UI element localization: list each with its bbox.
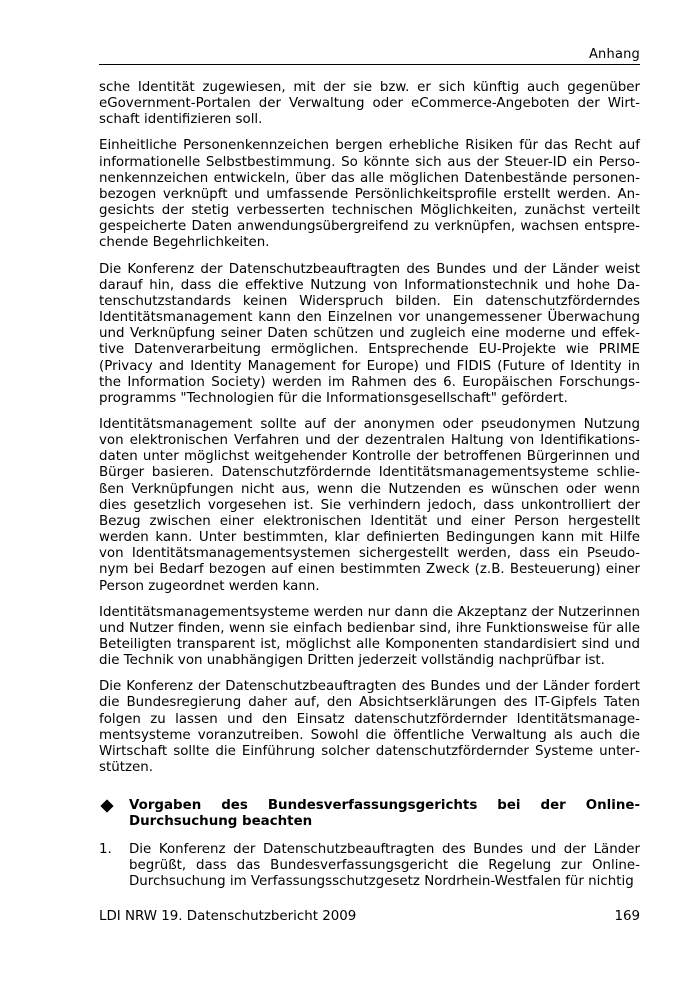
page-body: [99, 80, 640, 890]
running-header-section: Anhang: [588, 47, 640, 62]
paragraph-5: Identitätsmanagementsysteme werden nur dann die Akzeptanz der Nutzerinnen und Nutzer finden, wenn sie einfach bedienbar sind, ihre Funktionsweise für alle Beteiligten transparent ist, möglichst alle Komponenten standardisiert sind und die Technik von unabhängigen Dritten jederzeit vollständig nachprüfbar ist.: [99, 604, 640, 669]
paragraph-4: Identitätsmanagement sollte auf der anonymen oder pseudonymen Nutzung von elektronischen Verfahren und der dezentralen Haltung von Identifikationsdaten unter möglichst weitgehender Kontrolle der betroffenen Bürgerinnen und Bürger basieren. Datenschutzfördernde Identitätsmanagementsysteme schließen Verknüpfungen nicht aus, wenn die Nutzenden es wünschen oder wenn dies gesetzlich vorgesehen ist. Sie verhindern jedoch, dass unkontrolliert der Bezug zwischen einer elektronischen Identität und einer Person hergestellt werden kann. Unter bestimmten, klar definierten Bedingungen kann mit Hilfe von Identitätsmanagementsystemen sichergestellt werden, dass ein Pseudonym bei Bedarf bezogen auf einen bestimmten Zweck (z.B. Besteuerung) einer Person zugeordnet werden kann.: [99, 416, 640, 594]
diamond-bullet-icon: [100, 800, 113, 813]
item-number: 1.: [99, 841, 112, 857]
paragraph-1: sche Identität zugewiesen, mit der sie bzw. er sich künftig auch gegenüber eGovernment-Portalen der Verwaltung oder eCommerce-Angeboten der Wirtschaft identifizieren soll.: [99, 80, 640, 128]
item-text: Die Konferenz der Datenschutzbeauftragten des Bundes und der Länder begrüßt, dass das Bundesverfassungsgericht die Regelung zur Online-Durchsuchung im Verfassungsschutzgesetz Nordrhein-Westfalen für nichtig: [129, 841, 640, 889]
numbered-list-item: [99, 842, 640, 890]
paragraph-6: Die Konferenz der Datenschutzbeauftragten des Bundes und der Länder fordert die Bundesregierung daher auf, den Absichtserklärungen des IT-Gipfels Taten folgen zu lassen und den Einsatz datenschutzfördernder Identitätsmanagementsysteme voranzutreiben. Sowohl die öffentliche Verwaltung als auch die Wirtschaft sollte die Einführung solcher datenschutzfördernder Systeme unterstützen.: [99, 679, 640, 776]
paragraph-3: Die Konferenz der Datenschutzbeauftragten des Bundes und der Länder weist darauf hin, dass die effektive Nutzung von Informationstechnik und hohe Datenschutzstandards keinen Widerspruch bilden. Ein datenschutzförderndes Identitätsmanagement kann den Einzelnen vor unangemessener Überwachung und Verknüpfung seiner Daten schützen und zugleich eine moderne und effektive Datenverarbeitung ermöglichen. Entsprechende EU-Projekte wie PRIME (Privacy and Identity Management for Europe) und FIDIS (Future of Identity in the Information Society) werden im Rahmen des 6. Europäischen Forschungsprogramms "Technologien für die Informationsgesellschaft" gefördert.: [99, 261, 640, 406]
section-heading-text: Vorgaben des Bundesverfassungsgerichts bei der Online-Durchsuchung beachten: [129, 798, 640, 830]
section-heading: [99, 798, 640, 830]
footer-publication: LDI NRW 19. Datenschutzbericht 2009: [99, 909, 357, 924]
page-number: 169: [614, 909, 640, 924]
paragraph-2: Einheitliche Personenkennzeichen bergen erhebliche Risiken für das Recht auf informationelle Selbstbestimmung. So könnte sich aus der Steuer-ID ein Personenkennzeichen entwickeln, über das alle möglichen Datenbestände personenbezogen verknüpft und umfassende Persönlichkeitsprofile erstellt werden. Angesichts der stetig verbesserten technischen Möglichkeiten, zunächst verteilt gespeicherte Daten anwendungsübergreifend zu verknüpfen, wachsen entsprechende Begehrlichkeiten.: [99, 138, 640, 251]
header-divider: [99, 64, 640, 65]
